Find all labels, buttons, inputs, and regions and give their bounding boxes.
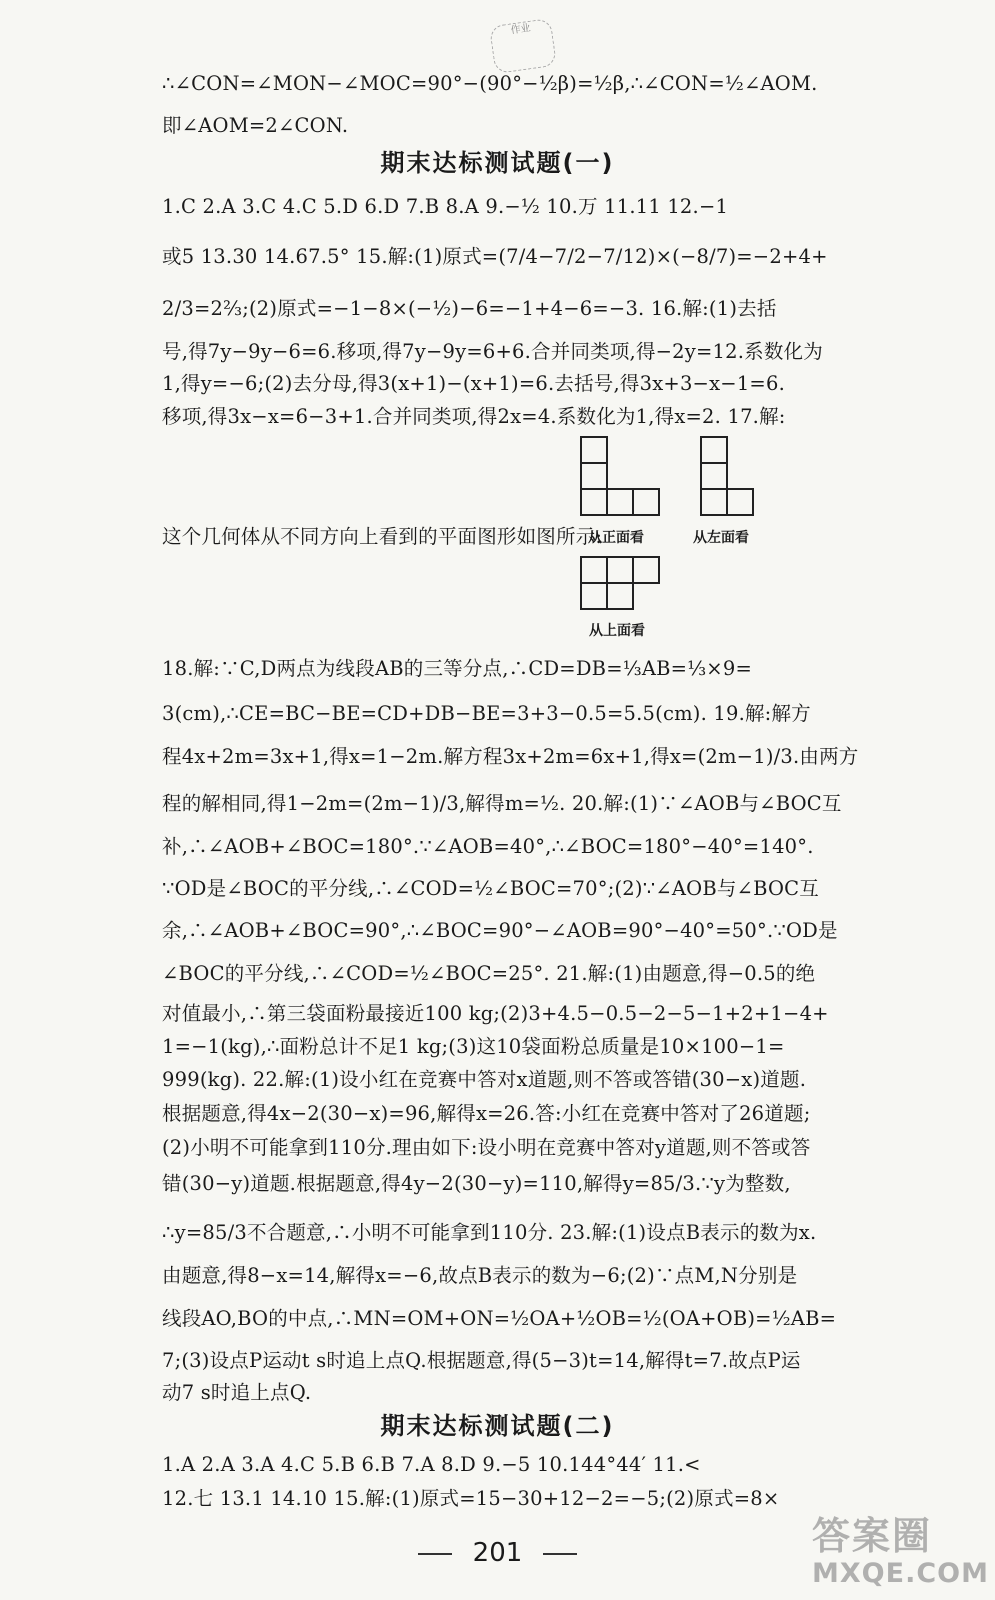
text-line: 7;(3)设点P运动t s时追上点Q.根据题意,得(5−3)t=14,解得t=7.故点P运	[162, 1349, 801, 1372]
text-line: (2)小明不可能拿到110分.理由如下:设小明在竞赛中答对y道题,则不答或答	[162, 1136, 811, 1159]
text-line: 1.A 2.A 3.A 4.C 5.B 6.B 7.A 8.D 9.−5 10.144°44′ 11.<	[162, 1453, 701, 1476]
watermark-cn: 答案圈	[812, 1514, 933, 1558]
grid-cell	[580, 488, 608, 516]
figure-sentence: 这个几何体从不同方向上看到的平面图形如图所示:	[162, 525, 603, 548]
text-line: 程4x+2m=3x+1,得x=1−2m.解方程3x+2m=6x+1,得x=(2m−1)/3.由两方	[162, 745, 859, 768]
grid-cell	[606, 488, 634, 516]
grid-cell	[726, 488, 754, 516]
grid-cell	[580, 436, 608, 464]
grid-cell	[580, 462, 608, 490]
caption-left-view: 从左面看	[693, 530, 749, 546]
text-line: 或5 13.30 14.67.5° 15.解:(1)原式=(7/4−7/2−7/12)×(−8/7)=−2+4+	[162, 245, 828, 268]
grid-cell	[632, 488, 660, 516]
text-line: 移项,得3x−x=6−3+1.合并同类项,得2x=4.系数化为1,得x=2. 17.解:	[162, 405, 786, 428]
text-line: 号,得7y−9y−6=6.移项,得7y−9y=6+6.合并同类项,得−2y=12.系数化为	[162, 340, 823, 363]
text-line: ∴y=85/3不合题意,∴小明不可能拿到110分. 23.解:(1)设点B表示的数为x.	[162, 1221, 817, 1244]
text-line: 根据题意,得4x−2(30−x)=96,解得x=26.答:小红在竞赛中答对了26道题;	[162, 1102, 811, 1125]
section-heading-1: 期末达标测试题(一)	[380, 149, 615, 177]
text-line: 12.七 13.1 14.10 15.解:(1)原式=15−30+12−2=−5;(2)原式=8×	[162, 1487, 780, 1510]
text-line: 对值最小,∴第三袋面粉最接近100 kg;(2)3+4.5−0.5−2−5−1+2+1−4+	[162, 1002, 829, 1025]
section-heading-2: 期末达标测试题(二)	[380, 1412, 615, 1440]
grid-cell	[632, 556, 660, 584]
grid-cell	[580, 556, 608, 584]
text-line: ∠BOC的平分线,∴∠COD=½∠BOC=25°. 21.解:(1)由题意,得−0.5的绝	[162, 962, 816, 985]
text-line: 动7 s时追上点Q.	[162, 1381, 312, 1404]
page-number-right-dash	[543, 1553, 577, 1555]
text-line: 3(cm),∴CE=BC−BE=CD+DB−BE=3+3−0.5=5.5(cm). 19.解:解方	[162, 702, 811, 725]
text-line: 999(kg). 22.解:(1)设小红在竞赛中答对x道题,则不答或答错(30−x)道题.	[162, 1068, 807, 1091]
top-view-figure	[580, 556, 666, 614]
grid-cell	[700, 436, 728, 464]
front-view-figure	[580, 436, 666, 520]
watermark-logo	[812, 1505, 989, 1595]
text-line: 线段AO,BO的中点,∴MN=OM+ON=½OA+½OB=½(OA+OB)=½AB=	[162, 1307, 837, 1330]
text-line: 1=−1(kg),∴面粉总计不足1 kg;(3)这10袋面粉总质量是10×100−1=	[162, 1035, 785, 1058]
text-line: 18.解:∵C,D两点为线段AB的三等分点,∴CD=DB=⅓AB=⅓×9=	[162, 657, 752, 680]
page-number-left-dash	[418, 1553, 452, 1555]
text-line: 1,得y=−6;(2)去分母,得3(x+1)−(x+1)=6.去括号,得3x+3−x−1=6.	[162, 372, 785, 395]
watermark-en: MXQE.COM	[812, 1558, 989, 1589]
text-line: 即∠AOM=2∠CON.	[162, 114, 349, 137]
text-line: ∴∠CON=∠MON−∠MOC=90°−(90°−½β)=½β,∴∠CON=½∠AOM.	[162, 72, 818, 95]
text-line: 补,∴∠AOB+∠BOC=180°.∵∠AOB=40°,∴∠BOC=180°−40°=140°.	[162, 835, 814, 858]
text-line: 余,∴∠AOB+∠BOC=90°,∴∠BOC=90°−∠AOB=90°−40°=50°.∵OD是	[162, 919, 838, 942]
grid-cell	[580, 582, 608, 610]
text-line: ∵OD是∠BOC的平分线,∴∠COD=½∠BOC=70°;(2)∵∠AOB与∠BOC互	[162, 877, 819, 900]
grid-cell	[606, 582, 634, 610]
page-number-text: 201	[472, 1538, 523, 1568]
text-line: 由题意,得8−x=14,解得x=−6,故点B表示的数为−6;(2)∵点M,N分别是	[162, 1264, 798, 1287]
caption-front-view: 从正面看	[588, 530, 644, 546]
grid-cell	[606, 556, 634, 584]
text-line: 程的解相同,得1−2m=(2m−1)/3,解得m=½. 20.解:(1)∵∠AOB与∠BOC互	[162, 792, 842, 815]
caption-top-view: 从上面看	[589, 623, 645, 639]
left-view-figure	[700, 436, 760, 520]
text-line: 2/3=2⅔;(2)原式=−1−8×(−½)−6=−1+4−6=−3. 16.解:(1)去括	[162, 297, 777, 320]
stamp-mark: 作业	[489, 18, 557, 74]
text-line: 错(30−y)道题.根据题意,得4y−2(30−y)=110,解得y=85/3.∵y为整数,	[162, 1172, 791, 1195]
grid-cell	[700, 462, 728, 490]
grid-cell	[700, 488, 728, 516]
text-line: 1.C 2.A 3.C 4.C 5.D 6.D 7.B 8.A 9.−½ 10.万 11.11 12.−1	[162, 195, 729, 218]
